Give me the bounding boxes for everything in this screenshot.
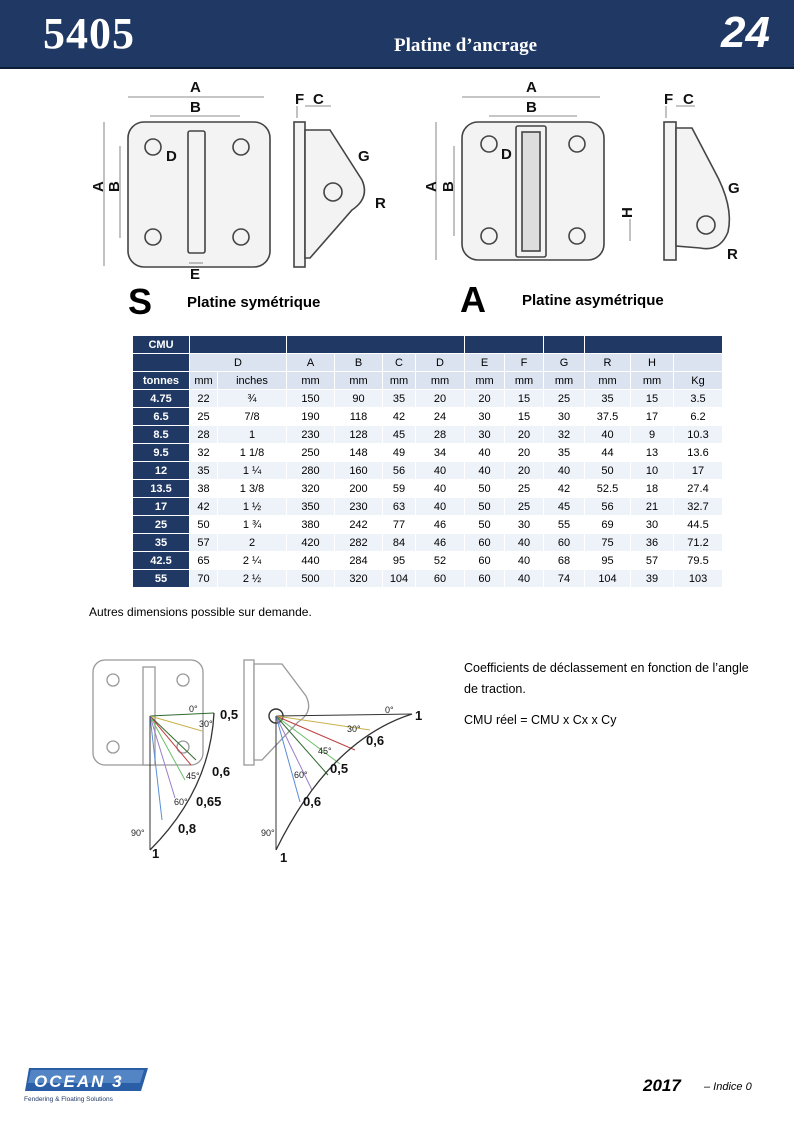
table-row [133, 516, 723, 534]
table-cell: 40 [585, 426, 631, 444]
table-cell: 250 [287, 444, 335, 462]
table-cell: 40 [465, 462, 505, 480]
table-cell: 46 [416, 516, 465, 534]
cmu-row [133, 336, 723, 354]
table-cell: 42 [544, 480, 585, 498]
cmu-cell: CMU [133, 336, 190, 354]
table-cell: 24 [416, 408, 465, 426]
header-cell: B [335, 354, 383, 372]
coef-description: Coefficients de déclassement en fonction de l’angle de traction. [464, 661, 749, 696]
table-cell: 28 [190, 426, 218, 444]
tonnage-cell: 35 [133, 534, 190, 552]
dim-label: G [358, 148, 370, 165]
table-cell: 242 [335, 516, 383, 534]
table-cell: 190 [287, 408, 335, 426]
unit-cell: mm [287, 372, 335, 390]
table-cell: 13.6 [674, 444, 723, 462]
table-cell: 10 [631, 462, 674, 480]
table-cell: 118 [335, 408, 383, 426]
coef-label: 0,5 [330, 761, 349, 776]
table-cell: 44.5 [674, 516, 723, 534]
dim-label: R [375, 195, 386, 212]
asym-label: Platine asymétrique [522, 292, 664, 309]
footer-year: 2017 [643, 1076, 681, 1095]
angle-label: 30° [347, 724, 361, 734]
table-cell: 104 [585, 570, 631, 588]
angle-label: 0° [385, 705, 394, 715]
table-cell: 79.5 [674, 552, 723, 570]
asym-letter: A [460, 279, 486, 320]
table-cell: 200 [335, 480, 383, 498]
table-cell: 50 [465, 498, 505, 516]
table-cell: 56 [585, 498, 631, 516]
header-cell: E [465, 354, 505, 372]
angle-label: 45° [186, 771, 200, 781]
table-cell: ¾ [218, 390, 287, 408]
table-cell: 52 [416, 552, 465, 570]
unit-cell: mm [383, 372, 416, 390]
table-cell: 56 [383, 462, 416, 480]
product-code: 5405 [43, 9, 135, 58]
table-cell: 35 [190, 462, 218, 480]
unit-cell: mm [465, 372, 505, 390]
table-cell: 30 [465, 426, 505, 444]
table-cell: 95 [383, 552, 416, 570]
table-cell: 25 [190, 408, 218, 426]
dim-label: H [619, 207, 636, 218]
table-cell: 280 [287, 462, 335, 480]
unit-cell: mm [631, 372, 674, 390]
table-cell: 230 [287, 426, 335, 444]
table-cell: 20 [416, 390, 465, 408]
table-row [133, 444, 723, 462]
table-cell: 22 [190, 390, 218, 408]
table-cell: 15 [631, 390, 674, 408]
asym-side-plate [664, 122, 676, 260]
table-row [133, 462, 723, 480]
technical-drawings [0, 75, 794, 365]
angle-label: 90° [131, 828, 145, 838]
table-cell: 128 [335, 426, 383, 444]
dim-label: A [190, 79, 201, 96]
table-cell: 44 [585, 444, 631, 462]
table-row [133, 570, 723, 588]
table-cell: 60 [465, 552, 505, 570]
table-cell: 40 [416, 498, 465, 516]
table-cell: 40 [505, 570, 544, 588]
coef-label: 0,6 [212, 764, 231, 779]
table-cell: 57 [190, 534, 218, 552]
tonnage-cell: 13.5 [133, 480, 190, 498]
table-cell: 40 [465, 444, 505, 462]
table-row [133, 390, 723, 408]
sym-letter: S [128, 281, 153, 322]
table-cell: 28 [416, 426, 465, 444]
table-cell: 2 ¼ [218, 552, 287, 570]
table-cell: 60 [544, 534, 585, 552]
table-cell: 230 [335, 498, 383, 516]
dim-label: B [106, 181, 123, 192]
table-row [133, 534, 723, 552]
table-cell: 65 [190, 552, 218, 570]
dim-label: D [501, 146, 512, 163]
unit-cell: mm [416, 372, 465, 390]
table-cell: 35 [383, 390, 416, 408]
table-row [133, 552, 723, 570]
table-cell: 59 [383, 480, 416, 498]
table-cell: 42 [383, 408, 416, 426]
table-cell: 30 [505, 516, 544, 534]
coef-label: 0,65 [196, 794, 222, 809]
dim-label: G [728, 180, 740, 197]
table-cell: 25 [544, 390, 585, 408]
table-cell: 77 [383, 516, 416, 534]
tonnage-cell: 55 [133, 570, 190, 588]
table-cell: 52.5 [585, 480, 631, 498]
dim-label: C [683, 91, 694, 108]
table-cell: 84 [383, 534, 416, 552]
units-row [133, 372, 723, 390]
table-cell: 60 [416, 570, 465, 588]
table-cell: 20 [505, 426, 544, 444]
unit-cell: mm [335, 372, 383, 390]
ocean3-logo [23, 1065, 153, 1110]
table-cell: 60 [465, 570, 505, 588]
ocean3-logo-mark [23, 1065, 153, 1105]
svg-text:OCEAN 3: OCEAN 3 [34, 1072, 124, 1091]
angle-label: 45° [318, 746, 332, 756]
table-cell: 104 [383, 570, 416, 588]
coef-label: 1 [152, 846, 160, 861]
dim-label: A [90, 181, 107, 192]
units-first-cell: tonnes [133, 372, 190, 390]
table-cell: 1 ½ [218, 498, 287, 516]
table-cell: 1 1/8 [218, 444, 287, 462]
dim-label: D [166, 148, 177, 165]
table-cell: 69 [585, 516, 631, 534]
unit-cell: Kg [674, 372, 723, 390]
table-cell: 20 [505, 444, 544, 462]
sym-label: Platine symétrique [187, 294, 321, 311]
table-cell: 9 [631, 426, 674, 444]
table-cell: 7/8 [218, 408, 287, 426]
table-cell: 17 [631, 408, 674, 426]
table-cell: 20 [505, 462, 544, 480]
table-cell: 45 [544, 498, 585, 516]
table-cell: 74 [544, 570, 585, 588]
table-cell: 38 [190, 480, 218, 498]
angle-label: 90° [261, 828, 275, 838]
tonnage-cell: 6.5 [133, 408, 190, 426]
sym-side-plate [294, 122, 305, 267]
table-cell: 6.2 [674, 408, 723, 426]
table-cell: 57 [631, 552, 674, 570]
table-cell: 15 [505, 390, 544, 408]
table-cell: 35 [544, 444, 585, 462]
coef-label: 0,6 [366, 733, 385, 748]
dim-label: C [313, 91, 324, 108]
tonnage-cell: 42.5 [133, 552, 190, 570]
header-cell: D [190, 354, 287, 372]
table-cell: 68 [544, 552, 585, 570]
table-cell: 50 [465, 516, 505, 534]
table-cell: 440 [287, 552, 335, 570]
table-cell: 30 [631, 516, 674, 534]
dim-label: B [190, 99, 201, 116]
dim-label: B [440, 181, 457, 192]
header-cell: R [585, 354, 631, 372]
table-cell: 39 [631, 570, 674, 588]
tonnage-cell: 25 [133, 516, 190, 534]
page-header [0, 0, 794, 69]
table-cell: 40 [416, 480, 465, 498]
dim-label: B [526, 99, 537, 116]
table-cell: 71.2 [674, 534, 723, 552]
dim-label: F [664, 91, 674, 108]
unit-cell: mm [190, 372, 218, 390]
table-cell: 46 [416, 534, 465, 552]
table-cell: 2 [218, 534, 287, 552]
table-row [133, 408, 723, 426]
table-cell: 3.5 [674, 390, 723, 408]
table-cell: 150 [287, 390, 335, 408]
dim-label: F [295, 91, 305, 108]
table-cell: 1 ¼ [218, 462, 287, 480]
table-cell: 500 [287, 570, 335, 588]
table-cell: 95 [585, 552, 631, 570]
table-cell: 32.7 [674, 498, 723, 516]
coef-label: 0,8 [178, 821, 197, 836]
table-row [133, 498, 723, 516]
page-number: 24 [721, 8, 770, 57]
table-cell: 60 [465, 534, 505, 552]
table-cell: 75 [585, 534, 631, 552]
table-cell: 49 [383, 444, 416, 462]
header-cell: H [631, 354, 674, 372]
coef-label: 1 [280, 850, 288, 865]
table-row [133, 480, 723, 498]
table-cell: 32 [544, 426, 585, 444]
table-cell: 282 [335, 534, 383, 552]
coef-label: 0,5 [220, 707, 239, 722]
tonnage-cell: 4.75 [133, 390, 190, 408]
table-cell: 70 [190, 570, 218, 588]
dim-label: R [727, 246, 738, 263]
table-cell: 55 [544, 516, 585, 534]
footer-index: – Indice 0 [704, 1081, 752, 1093]
dimensions-note: Autres dimensions possible sur demande. [89, 605, 312, 619]
table-cell: 1 3/8 [218, 480, 287, 498]
header-cell: F [505, 354, 544, 372]
table-cell: 37.5 [585, 408, 631, 426]
page-title: Platine d’ancrage [394, 35, 538, 56]
tonnage-cell: 9.5 [133, 444, 190, 462]
unit-cell: inches [218, 372, 287, 390]
coef-label: 1 [415, 708, 423, 723]
table-cell: 63 [383, 498, 416, 516]
table-cell: 350 [287, 498, 335, 516]
angle-label: 60° [174, 797, 188, 807]
svg-text:Fendering & Floating Solutions: Fendering & Floating Solutions [24, 1096, 113, 1103]
dim-label: A [526, 79, 537, 96]
dim-label: E [190, 266, 201, 283]
table-cell: 45 [383, 426, 416, 444]
unit-cell: mm [505, 372, 544, 390]
table-cell: 50 [585, 462, 631, 480]
table-cell: 21 [631, 498, 674, 516]
dim-label: A [423, 181, 440, 192]
cmu-formula: CMU réel = CMU x Cx x Cy [464, 713, 617, 727]
spec-body [133, 390, 723, 588]
table-cell: 13 [631, 444, 674, 462]
sym-bar [188, 131, 205, 253]
angle-label: 30° [199, 719, 213, 729]
header-cell: A [287, 354, 335, 372]
table-cell: 320 [287, 480, 335, 498]
table-cell: 50 [465, 480, 505, 498]
table-cell: 50 [190, 516, 218, 534]
table-cell: 380 [287, 516, 335, 534]
table-cell: 320 [335, 570, 383, 588]
table-cell: 40 [505, 552, 544, 570]
header-cell: D [416, 354, 465, 372]
table-cell: 2 ½ [218, 570, 287, 588]
table-cell: 42 [190, 498, 218, 516]
table-cell: 1 ¾ [218, 516, 287, 534]
header-cell: G [544, 354, 585, 372]
table-cell: 35 [585, 390, 631, 408]
table-cell: 30 [544, 408, 585, 426]
table-cell: 420 [287, 534, 335, 552]
table-cell: 30 [465, 408, 505, 426]
table-cell: 34 [416, 444, 465, 462]
table-cell: 160 [335, 462, 383, 480]
table-cell: 40 [505, 534, 544, 552]
table-cell: 20 [465, 390, 505, 408]
unit-cell: mm [585, 372, 631, 390]
table-cell: 284 [335, 552, 383, 570]
spec-table [132, 335, 723, 588]
tonnage-cell: 8.5 [133, 426, 190, 444]
header-row [133, 354, 723, 372]
table-cell: 36 [631, 534, 674, 552]
table-cell: 18 [631, 480, 674, 498]
table-cell: 148 [335, 444, 383, 462]
table-cell: 10.3 [674, 426, 723, 444]
table-cell: 90 [335, 390, 383, 408]
angle-label: 60° [294, 770, 308, 780]
table-cell: 17 [674, 462, 723, 480]
table-cell: 1 [218, 426, 287, 444]
table-cell: 27.4 [674, 480, 723, 498]
tonnage-cell: 12 [133, 462, 190, 480]
table-cell: 15 [505, 408, 544, 426]
table-row [133, 426, 723, 444]
header-cell: C [383, 354, 416, 372]
unit-cell: mm [544, 372, 585, 390]
header-cell [674, 354, 723, 372]
tonnage-cell: 17 [133, 498, 190, 516]
table-cell: 40 [416, 462, 465, 480]
table-cell: 25 [505, 498, 544, 516]
table-cell: 25 [505, 480, 544, 498]
table-cell: 32 [190, 444, 218, 462]
angle-label: 0° [189, 704, 198, 714]
coef-label: 0,6 [303, 794, 322, 809]
table-cell: 103 [674, 570, 723, 588]
table-cell: 40 [544, 462, 585, 480]
